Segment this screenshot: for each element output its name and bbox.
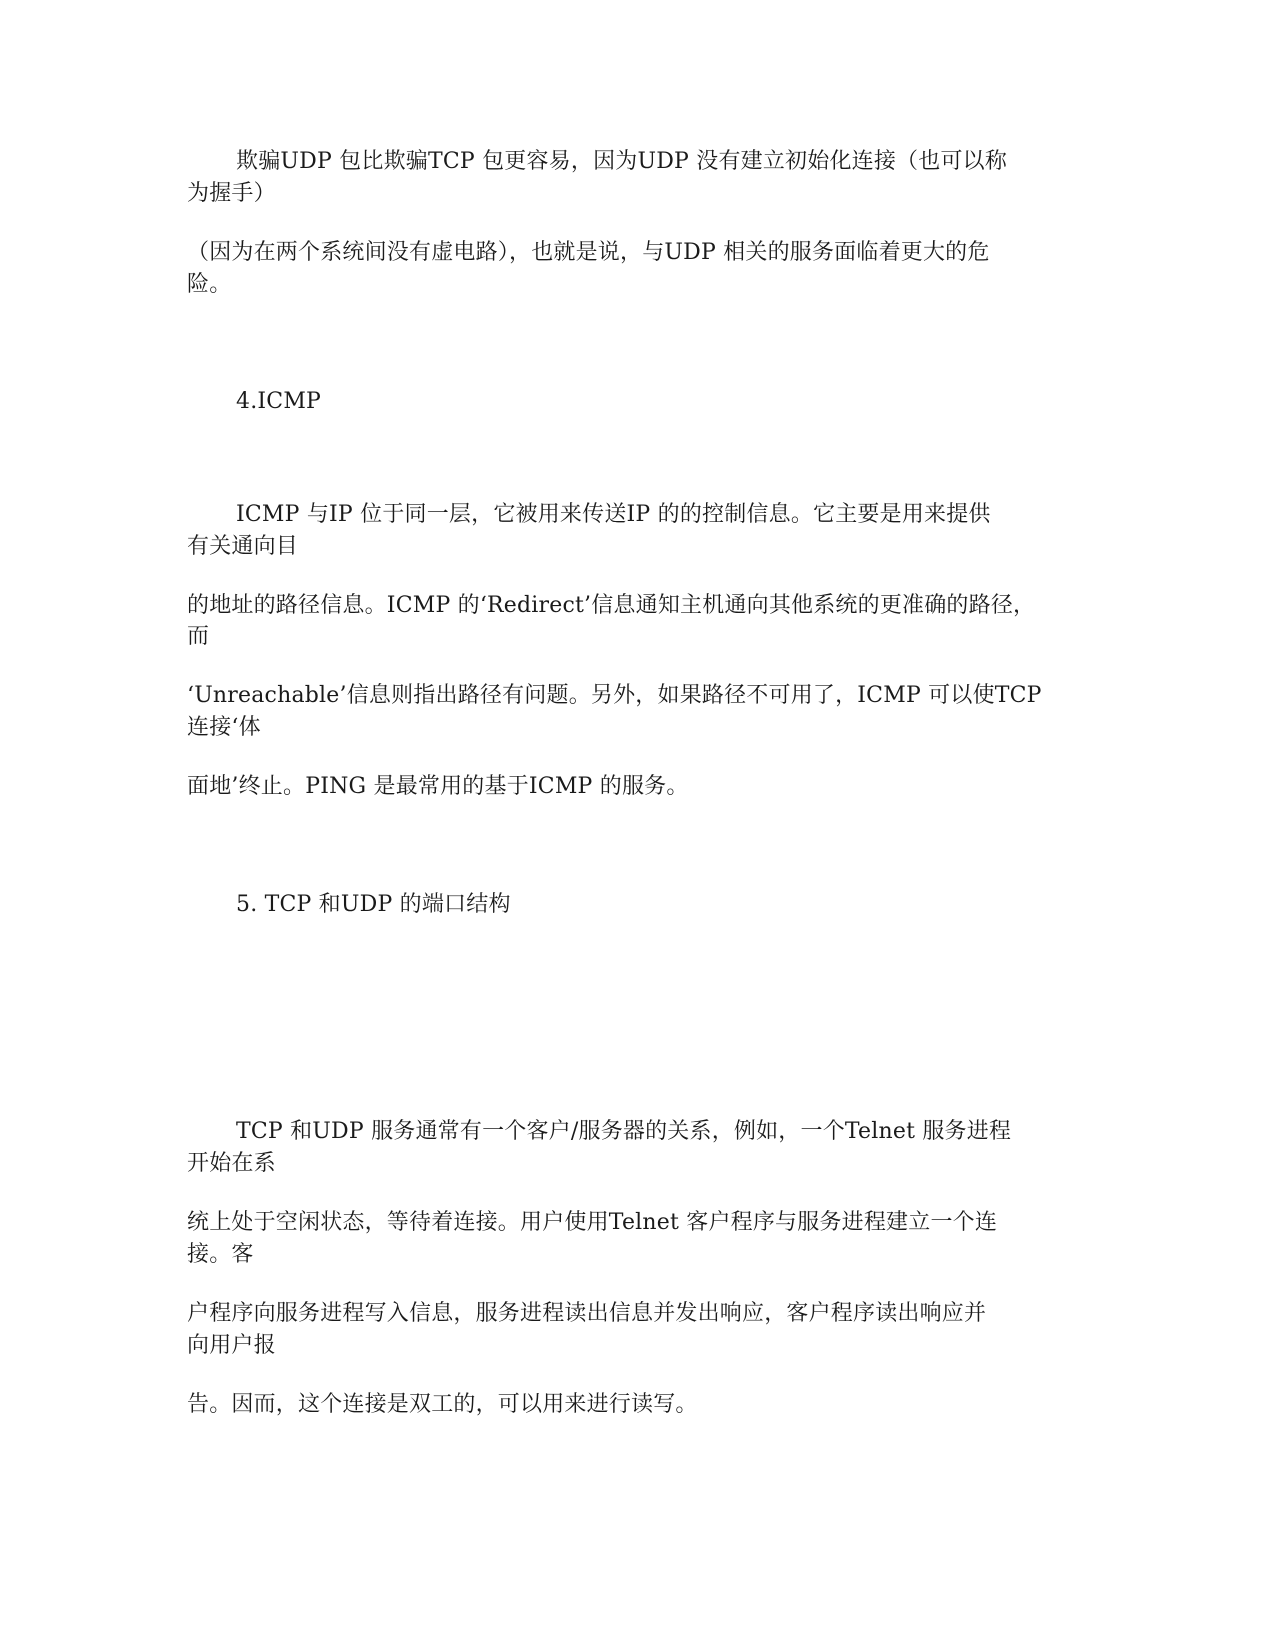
ports-paragraph-line-2: 开始在系 [187,1151,276,1176]
ports-paragraph-line-6: 向用户报 [187,1333,276,1358]
udp-paragraph-line-2: 为握手） [187,181,276,206]
ports-heading: 5. TCP 和UDP 的端口结构 [236,892,511,917]
icmp-paragraph-line-5: ‘Unreachable’信息则指出路径有问题。另外，如果路径不可用了，ICMP 可以使TCP [187,683,1042,708]
ports-paragraph-line-7: 告。因而，这个连接是双工的，可以用来进行读写。 [187,1392,698,1417]
icmp-paragraph-line-6: 连接‘体 [187,715,261,740]
icmp-heading: 4.ICMP [236,389,322,414]
ports-paragraph-line-3: 统上处于空闲状态，等待着连接。用户使用Telnet 客户程序与服务进程建立一个连 [187,1210,998,1235]
ports-paragraph-line-5: 户程序向服务进程写入信息，服务进程读出信息并发出响应，客户程序读出响应并 [187,1301,987,1326]
udp-paragraph-line-1: 欺骗UDP 包比欺骗TCP 包更容易，因为UDP 没有建立初始化连接（也可以称 [236,149,1008,174]
icmp-paragraph-line-2: 有关通向目 [187,534,299,559]
ports-paragraph-line-1: TCP 和UDP 服务通常有一个客户/服务器的关系，例如，一个Telnet 服务进程 [236,1119,1012,1144]
icmp-paragraph-line-1: ICMP 与IP 位于同一层，它被用来传送IP 的的控制信息。它主要是用来提供 [236,502,991,527]
udp-paragraph-line-3: （因为在两个系统间没有虚电路），也就是说，与UDP 相关的服务面临着更大的危 [187,240,990,265]
icmp-paragraph-line-7: 面地’终止。PING 是最常用的基于ICMP 的服务。 [187,774,689,799]
icmp-paragraph-line-3: 的地址的路径信息。ICMP 的‘Redirect’信息通知主机通向其他系统的更准确的路径， [187,593,1036,618]
ports-paragraph-line-4: 接。客 [187,1242,254,1267]
icmp-paragraph-line-4: 而 [187,624,210,649]
udp-paragraph-line-4: 险。 [187,272,232,297]
